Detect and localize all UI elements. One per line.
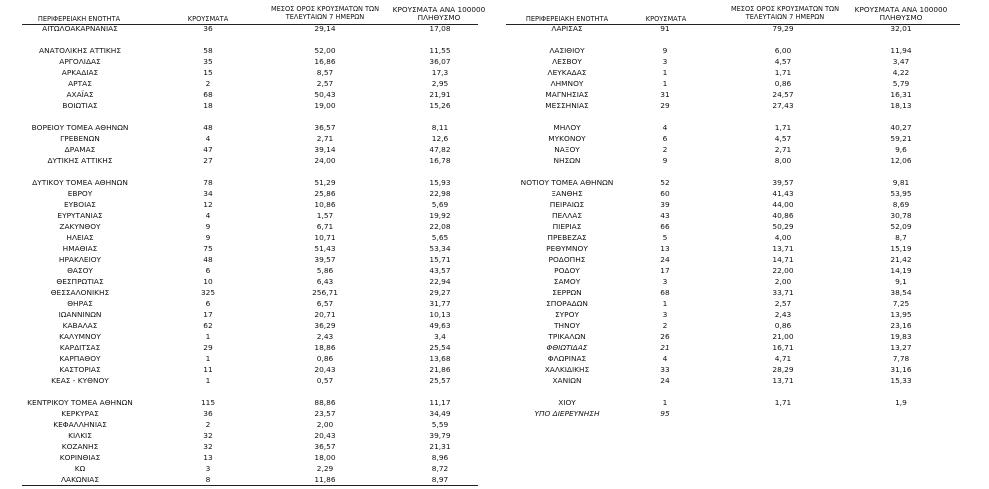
table-cell-cases: 36 bbox=[203, 24, 213, 33]
table-cell-cases: 8 bbox=[205, 475, 211, 484]
table-cell-avg: 8,00 bbox=[774, 156, 792, 165]
table-cell-per: 30,78 bbox=[890, 211, 912, 220]
table-cell-per: 39,79 bbox=[429, 431, 451, 440]
table-cell-name: ΚΑΣΤΟΡΙΑΣ bbox=[59, 365, 101, 374]
header-per100k-left bbox=[384, 6, 494, 22]
table-cell-per: 21,31 bbox=[429, 442, 451, 451]
table-cell-per: 53,34 bbox=[429, 244, 451, 253]
bottom-rule-left bbox=[22, 485, 478, 486]
table-cell-avg: 79,29 bbox=[772, 24, 794, 33]
table-cell-per: 15,33 bbox=[890, 376, 912, 385]
header-avg7-left bbox=[262, 6, 388, 21]
table-cell-cases: 68 bbox=[203, 90, 213, 99]
table-cell-per: 1,9 bbox=[895, 398, 907, 407]
table-cell-avg: 4,57 bbox=[774, 57, 792, 66]
table-cell-name: ΡΟΔΟΠΗΣ bbox=[548, 255, 586, 264]
table-cell-name: ΜΕΣΣΗΝΙΑΣ bbox=[545, 101, 589, 110]
table-cell-name: ΘΕΣΠΡΩΤΙΑΣ bbox=[56, 277, 104, 286]
table-cell-name: ΚΕΡΚΥΡΑΣ bbox=[61, 409, 99, 418]
table-cell-avg: 4,57 bbox=[774, 134, 792, 143]
table-cell-avg: 25,86 bbox=[314, 189, 336, 198]
table-cell-cases: 32 bbox=[203, 442, 213, 451]
table-cell-avg: 40,86 bbox=[772, 211, 794, 220]
table-cell-cases: 68 bbox=[660, 288, 670, 297]
table-cell-name: ΠΕΙΡΑΙΩΣ bbox=[549, 200, 585, 209]
table-cell-name: ΕΥΒΟΙΑΣ bbox=[64, 200, 96, 209]
table-cell-cases: 1 bbox=[662, 398, 668, 407]
table-cell-name: ΚΑΡΠΑΘΟΥ bbox=[59, 354, 101, 363]
table-cell-per: 21,91 bbox=[429, 90, 451, 99]
table-cell-name: ΚΙΛΚΙΣ bbox=[68, 431, 92, 440]
table-cell-avg: 4,00 bbox=[774, 233, 792, 242]
table-cell-per: 17,08 bbox=[429, 24, 451, 33]
table-cell-name: ΜΗΛΟΥ bbox=[553, 123, 581, 132]
table-cell-cases: 3 bbox=[662, 57, 668, 66]
table-cell-cases: 29 bbox=[660, 101, 670, 110]
table-cell-per: 8,97 bbox=[431, 475, 449, 484]
table-cell-name: ΚΑΡΔΙΤΣΑΣ bbox=[59, 343, 101, 352]
table-cell-avg: 6,43 bbox=[316, 277, 334, 286]
table-cell-cases: 13 bbox=[203, 453, 213, 462]
table-cell-name: ΝΟΤΙΟΥ ΤΟΜΕΑ ΑΘΗΝΩΝ bbox=[520, 178, 614, 187]
table-cell-cases: 34 bbox=[203, 189, 213, 198]
table-cell-per: 8,11 bbox=[431, 123, 449, 132]
table-cell-cases: 3 bbox=[662, 310, 668, 319]
table-cell-name: ΒΟΙΩΤΙΑΣ bbox=[62, 101, 98, 110]
table-cell-name: ΞΑΝΘΗΣ bbox=[551, 189, 583, 198]
table-cell-per: 13,95 bbox=[890, 310, 912, 319]
header-region-left: ΠΕΡΙΦΕΡΕΙΑΚΗ ΕΝΟΤΗΤΑ bbox=[37, 15, 121, 23]
table-cell-name: ΑΡΓΟΛΙΔΑΣ bbox=[59, 57, 101, 66]
table-cell-per: 19,92 bbox=[429, 211, 451, 220]
table-cell-cases: 10 bbox=[203, 277, 213, 286]
table-cell-avg: 33,71 bbox=[772, 288, 794, 297]
table-cell-avg: 52,00 bbox=[314, 46, 336, 55]
table-cell-name: ΑΡΚΑΔΙΑΣ bbox=[61, 68, 99, 77]
table-cell-per: 3,47 bbox=[892, 57, 910, 66]
table-cell-name: ΝΑΞΟΥ bbox=[554, 145, 580, 154]
table-cell-name: ΠΕΛΛΑΣ bbox=[551, 211, 583, 220]
table-cell-per: 3,4 bbox=[434, 332, 446, 341]
table-cell-cases: 17 bbox=[660, 266, 670, 275]
table-cell-cases: 39 bbox=[660, 200, 670, 209]
table-cell-name: ΔΡΑΜΑΣ bbox=[64, 145, 96, 154]
header-per100k-line1: ΚΡΟΥΣΜΑΤΑ ΑΝΑ 100000 bbox=[854, 5, 948, 14]
table-cell-avg: 0,86 bbox=[774, 79, 792, 88]
table-cell-cases: 2 bbox=[205, 420, 211, 429]
table-cell-avg: 39,14 bbox=[314, 145, 336, 154]
table-cell-cases: 91 bbox=[660, 24, 670, 33]
table-cell-cases: 13 bbox=[660, 244, 670, 253]
table-cell-name: ΧΙΟΥ bbox=[558, 398, 576, 407]
table-cell-avg: 0,86 bbox=[316, 354, 334, 363]
table-cell-name: ΚΑΒΑΛΑΣ bbox=[62, 321, 98, 330]
table-cell-avg: 2,00 bbox=[774, 277, 792, 286]
table-cell-name: ΙΩΑΝΝΙΝΩΝ bbox=[58, 310, 102, 319]
table-cell-per: 11,55 bbox=[429, 46, 451, 55]
table-cell-cases: 58 bbox=[203, 46, 213, 55]
table-cell-name: ΒΟΡΕΙΟΥ ΤΟΜΕΑ ΑΘΗΝΩΝ bbox=[31, 123, 129, 132]
table-cell-name: ΑΝΑΤΟΛΙΚΗΣ ΑΤΤΙΚΗΣ bbox=[39, 46, 121, 55]
table-cell-cases: 60 bbox=[660, 189, 670, 198]
table-cell-per: 2,95 bbox=[431, 79, 449, 88]
header-avg7-line1: ΜΕΣΟΣ ΟΡΟΣ ΚΡΟΥΣΜΑΤΩΝ ΤΩΝ bbox=[730, 5, 840, 13]
table-cell-name: ΕΒΡΟΥ bbox=[67, 189, 93, 198]
table-cell-name: ΜΥΚΟΝΟΥ bbox=[548, 134, 586, 143]
table-cell-name: ΡΕΘΥΜΝΟΥ bbox=[546, 244, 588, 253]
table-cell-cases: 3 bbox=[205, 464, 211, 473]
table-cell-cases: 1 bbox=[205, 354, 211, 363]
table-cell-per: 9,6 bbox=[895, 145, 907, 154]
table-cell-cases: 4 bbox=[205, 211, 211, 220]
table-cell-name: ΘΗΡΑΣ bbox=[67, 299, 93, 308]
table-cell-per: 8,69 bbox=[892, 200, 910, 209]
table-cell-avg: 19,00 bbox=[314, 101, 336, 110]
table-cell-per: 5,59 bbox=[431, 420, 449, 429]
table-cell-name: ΚΟΖΑΝΗΣ bbox=[61, 442, 99, 451]
table-cell-per: 7,25 bbox=[892, 299, 910, 308]
table-cell-avg: 18,00 bbox=[314, 453, 336, 462]
table-cell-avg: 2,00 bbox=[316, 420, 334, 429]
table-cell-per: 52,09 bbox=[890, 222, 912, 231]
table-cell-cases: 95 bbox=[660, 409, 670, 418]
table-cell-cases: 43 bbox=[660, 211, 670, 220]
table-cell-name: ΣΥΡΟΥ bbox=[555, 310, 579, 319]
table-cell-per: 22,08 bbox=[429, 222, 451, 231]
table-cell-avg: 16,86 bbox=[314, 57, 336, 66]
table-cell-avg: 24,57 bbox=[772, 90, 794, 99]
table-cell-name: ΣΠΟΡΑΔΩΝ bbox=[546, 299, 588, 308]
header-per100k-right bbox=[846, 6, 956, 22]
table-cell-cases: 2 bbox=[662, 145, 668, 154]
table-cell-name: ΕΥΡΥΤΑΝΙΑΣ bbox=[57, 211, 103, 220]
table-cell-cases: 78 bbox=[203, 178, 213, 187]
table-cell-avg: 6,57 bbox=[316, 299, 334, 308]
table-cell-name: ΣΕΡΡΩΝ bbox=[552, 288, 582, 297]
table-cell-per: 18,13 bbox=[890, 101, 912, 110]
table-cell-cases: 36 bbox=[203, 409, 213, 418]
table-cell-per: 22,98 bbox=[429, 189, 451, 198]
table-cell-cases: 26 bbox=[660, 332, 670, 341]
table-cell-per: 5,69 bbox=[431, 200, 449, 209]
table-cell-per: 11,94 bbox=[890, 46, 912, 55]
table-cell-per: 31,16 bbox=[890, 365, 912, 374]
table-cell-avg: 1,57 bbox=[316, 211, 334, 220]
table-cell-avg: 8,57 bbox=[316, 68, 334, 77]
table-cell-name: ΛΑΡΙΣΑΣ bbox=[551, 24, 583, 33]
table-cell-name: ΣΑΜΟΥ bbox=[553, 277, 581, 286]
table-cell-cases: 27 bbox=[203, 156, 213, 165]
table-cell-per: 49,63 bbox=[429, 321, 451, 330]
table-cell-per: 10,13 bbox=[429, 310, 451, 319]
table-cell-cases: 4 bbox=[205, 134, 211, 143]
table-cell-per: 40,27 bbox=[890, 123, 912, 132]
table-cell-per: 7,78 bbox=[892, 354, 910, 363]
table-cell-per: 12,6 bbox=[431, 134, 449, 143]
table-cell-name: ΚΕΑΣ - ΚΥΘΝΟΥ bbox=[51, 376, 109, 385]
table-cell-avg: 50,43 bbox=[314, 90, 336, 99]
table-cell-per: 16,31 bbox=[890, 90, 912, 99]
table-cell-avg: 36,57 bbox=[314, 442, 336, 451]
table-cell-name: ΧΑΛΚΙΔΙΚΗΣ bbox=[544, 365, 590, 374]
table-cell-avg: 29,14 bbox=[314, 24, 336, 33]
table-cell-per: 38,54 bbox=[890, 288, 912, 297]
table-cell-cases: 1 bbox=[205, 376, 211, 385]
table-cell-cases: 48 bbox=[203, 255, 213, 264]
table-cell-avg: 10,86 bbox=[314, 200, 336, 209]
table-cell-cases: 9 bbox=[662, 156, 668, 165]
table-cell-cases: 24 bbox=[660, 376, 670, 385]
table-cell-avg: 0,57 bbox=[316, 376, 334, 385]
table-cell-name: ΖΑΚΥΝΘΟΥ bbox=[59, 222, 101, 231]
table-cell-per: 59,21 bbox=[890, 134, 912, 143]
table-cell-avg: 27,43 bbox=[772, 101, 794, 110]
table-cell-per: 15,71 bbox=[429, 255, 451, 264]
table-cell-cases: 15 bbox=[203, 68, 213, 77]
table-cell-avg: 2,43 bbox=[316, 332, 334, 341]
table-cell-name: ΠΡΕΒΕΖΑΣ bbox=[547, 233, 587, 242]
table-cell-per: 47,82 bbox=[429, 145, 451, 154]
table-cell-name: ΜΑΓΝΗΣΙΑΣ bbox=[545, 90, 589, 99]
table-cell-name: ΗΜΑΘΙΑΣ bbox=[62, 244, 98, 253]
table-cell-per: 36,07 bbox=[429, 57, 451, 66]
table-cell-avg: 21,00 bbox=[772, 332, 794, 341]
table-cell-cases: 35 bbox=[203, 57, 213, 66]
table-cell-cases: 5 bbox=[662, 233, 668, 242]
table-cell-cases: 3 bbox=[662, 277, 668, 286]
table-cell-avg: 51,29 bbox=[314, 178, 336, 187]
table-cell-name: ΚΕΦΑΛΛΗΝΙΑΣ bbox=[53, 420, 107, 429]
table-cell-avg: 2,71 bbox=[316, 134, 334, 143]
table-cell-per: 11,17 bbox=[429, 398, 451, 407]
table-cell-name: ΗΡΑΚΛΕΙΟΥ bbox=[58, 255, 102, 264]
table-cell-avg: 51,43 bbox=[314, 244, 336, 253]
table-cell-avg: 36,57 bbox=[314, 123, 336, 132]
table-cell-avg: 22,00 bbox=[772, 266, 794, 275]
table-cell-cases: 47 bbox=[203, 145, 213, 154]
table-cell-avg: 2,57 bbox=[316, 79, 334, 88]
header-per100k-line2: ΠΛΗΘΥΣΜΟ bbox=[417, 13, 461, 22]
table-cell-name: ΡΟΔΟΥ bbox=[554, 266, 580, 275]
table-cell-name: ΛΕΥΚΑΔΑΣ bbox=[547, 68, 587, 77]
table-cell-avg: 44,00 bbox=[772, 200, 794, 209]
table-cell-cases: 4 bbox=[662, 123, 668, 132]
table-cell-name: ΚΟΡΙΝΘΙΑΣ bbox=[59, 453, 101, 462]
table-cell-avg: 6,71 bbox=[316, 222, 334, 231]
table-cell-cases: 18 bbox=[203, 101, 213, 110]
table-cell-cases: 11 bbox=[203, 365, 213, 374]
header-per100k-line1: ΚΡΟΥΣΜΑΤΑ ΑΝΑ 100000 bbox=[392, 5, 486, 14]
table-cell-cases: 1 bbox=[205, 332, 211, 341]
table-cell-avg: 41,43 bbox=[772, 189, 794, 198]
table-cell-per: 5,79 bbox=[892, 79, 910, 88]
table-cell-per: 13,27 bbox=[890, 343, 912, 352]
table-cell-avg: 11,86 bbox=[314, 475, 336, 484]
table-cell-name: ΗΛΕΙΑΣ bbox=[66, 233, 94, 242]
table-cell-avg: 50,29 bbox=[772, 222, 794, 231]
table-cell-per: 25,57 bbox=[429, 376, 451, 385]
table-cell-per: 8,96 bbox=[431, 453, 449, 462]
table-cell-per: 13,68 bbox=[429, 354, 451, 363]
table-cell-avg: 2,57 bbox=[774, 299, 792, 308]
table-cell-cases: 9 bbox=[205, 222, 211, 231]
table-cell-avg: 10,71 bbox=[314, 233, 336, 242]
table-cell-per: 9,1 bbox=[895, 277, 907, 286]
table-cell-name: ΓΡΕΒΕΝΩΝ bbox=[60, 134, 100, 143]
table-cell-avg: 20,43 bbox=[314, 431, 336, 440]
header-region-right: ΠΕΡΙΦΕΡΕΙΑΚΗ ΕΝΟΤΗΤΑ bbox=[525, 15, 609, 23]
table-cell-cases: 32 bbox=[203, 431, 213, 440]
header-cases-right: ΚΡΟΥΣΜΑΤΑ bbox=[645, 15, 687, 23]
header-avg7-line2: ΤΕΛΕΥΤΑΙΩΝ 7 ΗΜΕΡΩΝ bbox=[745, 12, 825, 21]
table-cell-per: 12,06 bbox=[890, 156, 912, 165]
table-cell-avg: 24,00 bbox=[314, 156, 336, 165]
table-cell-avg: 2,71 bbox=[774, 145, 792, 154]
table-cell-cases: 1 bbox=[662, 68, 668, 77]
table-cell-avg: 2,43 bbox=[774, 310, 792, 319]
table-cell-avg: 1,71 bbox=[774, 123, 792, 132]
table-cell-cases: 6 bbox=[205, 299, 211, 308]
table-cell-per: 15,93 bbox=[429, 178, 451, 187]
table-cell-cases: 17 bbox=[203, 310, 213, 319]
table-cell-name: ΔΥΤΙΚΗΣ ΑΤΤΙΚΗΣ bbox=[47, 156, 113, 165]
table-cell-per: 43,57 bbox=[429, 266, 451, 275]
table-cell-per: 23,16 bbox=[890, 321, 912, 330]
table-cell-cases: 115 bbox=[200, 398, 216, 407]
table-cell-avg: 256,71 bbox=[312, 288, 338, 297]
table-cell-avg: 39,57 bbox=[772, 178, 794, 187]
table-cell-cases: 9 bbox=[662, 46, 668, 55]
table-cell-per: 14,19 bbox=[890, 266, 912, 275]
table-cell-per: 32,01 bbox=[890, 24, 912, 33]
table-cell-cases: 48 bbox=[203, 123, 213, 132]
table-cell-per: 8,72 bbox=[431, 464, 449, 473]
header-per100k-line2: ΠΛΗΘΥΣΜΟ bbox=[879, 13, 923, 22]
table-cell-per: 19,83 bbox=[890, 332, 912, 341]
table-cell-cases: 2 bbox=[662, 321, 668, 330]
header-cases-left: ΚΡΟΥΣΜΑΤΑ bbox=[187, 15, 229, 23]
table-cell-avg: 23,57 bbox=[314, 409, 336, 418]
table-cell-avg: 36,29 bbox=[314, 321, 336, 330]
table-cell-avg: 0,86 bbox=[774, 321, 792, 330]
table-cell-cases: 24 bbox=[660, 255, 670, 264]
table-cell-avg: 2,29 bbox=[316, 464, 334, 473]
table-cell-per: 25,54 bbox=[429, 343, 451, 352]
header-avg7-line2: ΤΕΛΕΥΤΑΙΩΝ 7 ΗΜΕΡΩΝ bbox=[285, 12, 365, 21]
table-cell-name: ΛΗΜΝΟΥ bbox=[550, 79, 584, 88]
table-cell-name: ΘΕΣΣΑΛΟΝΙΚΗΣ bbox=[50, 288, 110, 297]
table-cell-per: 22,94 bbox=[429, 277, 451, 286]
table-cell-avg: 5,86 bbox=[316, 266, 334, 275]
table-cell-per: 31,77 bbox=[429, 299, 451, 308]
table-cell-name: ΘΑΣΟΥ bbox=[67, 266, 93, 275]
table-cell-name: ΦΛΩΡΙΝΑΣ bbox=[547, 354, 587, 363]
table-cell-avg: 14,71 bbox=[772, 255, 794, 264]
table-cell-avg: 1,71 bbox=[774, 398, 792, 407]
table-cell-name: ΚΑΛΥΜΝΟΥ bbox=[59, 332, 101, 341]
table-cell-name: ΑΡΤΑΣ bbox=[68, 79, 92, 88]
table-cell-name: ΚΕΝΤΡΙΚΟΥ ΤΟΜΕΑ ΑΘΗΝΩΝ bbox=[27, 398, 133, 407]
table-cell-cases: 52 bbox=[660, 178, 670, 187]
table-cell-name: ΛΕΣΒΟΥ bbox=[552, 57, 582, 66]
table-cell-cases: 31 bbox=[660, 90, 670, 99]
table-cell-per: 53,95 bbox=[890, 189, 912, 198]
table-cell-cases: 4 bbox=[662, 354, 668, 363]
table-cell-name: ΤΡΙΚΑΛΩΝ bbox=[548, 332, 586, 341]
table-cell-name: ΛΑΣΙΘΙΟΥ bbox=[549, 46, 585, 55]
table-cell-name: ΔΥΤΙΚΟΥ ΤΟΜΕΑ ΑΘΗΝΩΝ bbox=[32, 178, 128, 187]
table-cell-cases: 1 bbox=[662, 79, 668, 88]
table-cell-avg: 4,71 bbox=[774, 354, 792, 363]
table-cell-avg: 13,71 bbox=[772, 244, 794, 253]
table-cell-name: ΚΩ bbox=[74, 464, 86, 473]
table-cell-per: 5,65 bbox=[431, 233, 449, 242]
table-cell-cases: 325 bbox=[200, 288, 216, 297]
table-cell-avg: 16,71 bbox=[772, 343, 794, 352]
table-cell-avg: 28,29 bbox=[772, 365, 794, 374]
table-cell-avg: 6,00 bbox=[774, 46, 792, 55]
table-cell-name: ΤΗΝΟΥ bbox=[554, 321, 580, 330]
table-cell-per: 15,19 bbox=[890, 244, 912, 253]
table-cell-per: 34,49 bbox=[429, 409, 451, 418]
header-avg7-right bbox=[722, 6, 848, 21]
table-cell-name: ΑΧΑΪΑΣ bbox=[66, 90, 94, 99]
table-cell-cases: 1 bbox=[662, 299, 668, 308]
table-cell-per: 4,22 bbox=[892, 68, 910, 77]
table-cell-name: ΝΗΣΩΝ bbox=[553, 156, 581, 165]
table-cell-per: 17,3 bbox=[431, 68, 449, 77]
table-cell-per: 29,27 bbox=[429, 288, 451, 297]
table-cell-cases: 6 bbox=[662, 134, 668, 143]
table-cell-cases: 12 bbox=[203, 200, 213, 209]
table-cell-name: ΛΑΚΩΝΙΑΣ bbox=[60, 475, 100, 484]
table-cell-per: 9,81 bbox=[892, 178, 910, 187]
table-cell-per: 8,7 bbox=[895, 233, 907, 242]
table-cell-cases: 21 bbox=[660, 343, 670, 352]
table-cell-avg: 1,71 bbox=[774, 68, 792, 77]
table-cell-cases: 33 bbox=[660, 365, 670, 374]
table-cell-avg: 20,71 bbox=[314, 310, 336, 319]
table-cell-per: 21,42 bbox=[890, 255, 912, 264]
table-cell-name: ΠΙΕΡΙΑΣ bbox=[552, 222, 582, 231]
table-cell-cases: 9 bbox=[205, 233, 211, 242]
table-cell-avg: 18,86 bbox=[314, 343, 336, 352]
table-cell-per: 15,26 bbox=[429, 101, 451, 110]
table-cell-cases: 66 bbox=[660, 222, 670, 231]
table-cell-name: ΑΙΤΩΛΟΑΚΑΡΝΑΝΙΑΣ bbox=[42, 24, 118, 33]
table-cell-avg: 13,71 bbox=[772, 376, 794, 385]
table-cell-cases: 6 bbox=[205, 266, 211, 275]
table-cell-cases: 2 bbox=[205, 79, 211, 88]
table-cell-name: ΦΘΙΩΤΙΔΑΣ bbox=[546, 343, 588, 352]
table-cell-cases: 62 bbox=[203, 321, 213, 330]
table-cell-name: ΧΑΝΙΩΝ bbox=[552, 376, 582, 385]
table-cell-cases: 29 bbox=[203, 343, 213, 352]
table-cell-per: 16,78 bbox=[429, 156, 451, 165]
table-cell-cases: 75 bbox=[203, 244, 213, 253]
table-cell-avg: 88,86 bbox=[314, 398, 336, 407]
table-cell-name: ΥΠΟ ΔΙΕΡΕΥΝΗΣΗ bbox=[534, 409, 600, 418]
table-cell-avg: 20,43 bbox=[314, 365, 336, 374]
table-cell-avg: 39,57 bbox=[314, 255, 336, 264]
header-avg7-line1: ΜΕΣΟΣ ΟΡΟΣ ΚΡΟΥΣΜΑΤΩΝ ΤΩΝ bbox=[270, 5, 380, 13]
table-cell-per: 21,86 bbox=[429, 365, 451, 374]
